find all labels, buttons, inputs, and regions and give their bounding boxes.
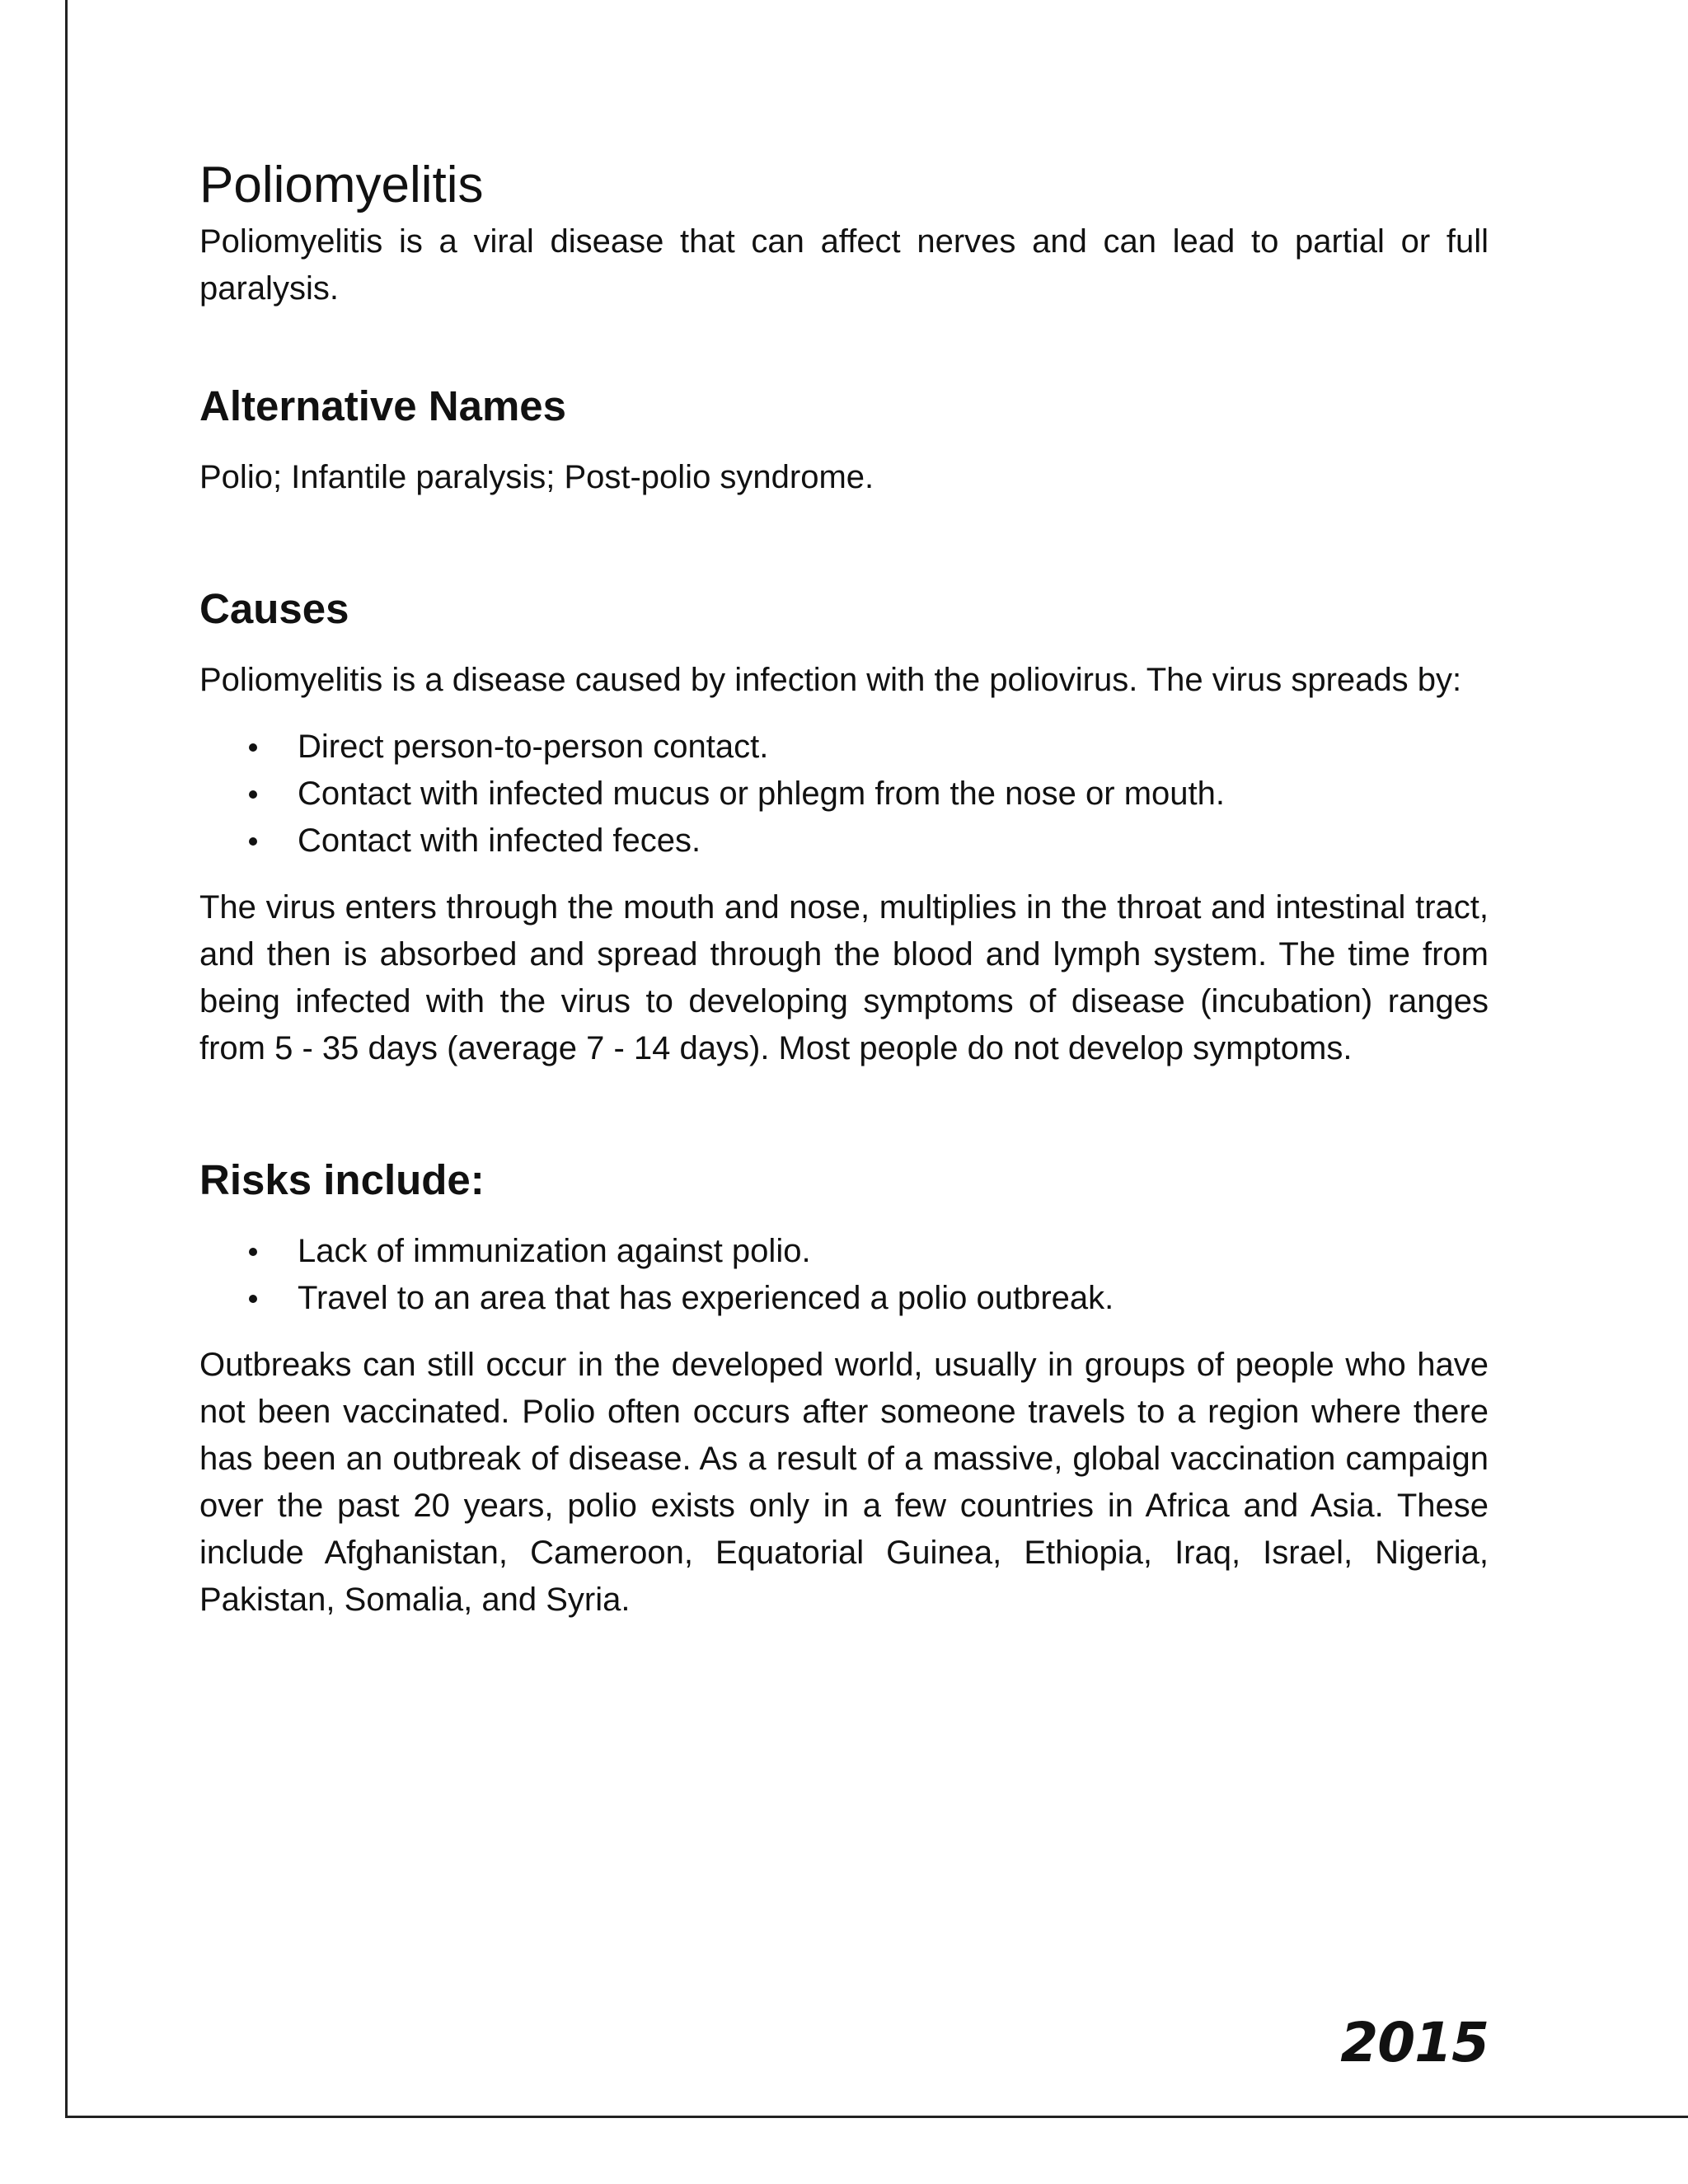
causes-paragraph: Poliomyelitis is a disease caused by infection with the poliovirus. The virus spreads by: (199, 662, 1462, 698)
alternative-names-heading: Alternative Names (199, 382, 567, 429)
list-item (199, 1275, 1489, 1322)
bullet-icon (249, 790, 257, 799)
causes-list (199, 724, 1489, 865)
list-item (199, 724, 1489, 771)
list-item (199, 1228, 1489, 1275)
bullet-icon (249, 743, 257, 752)
bullet-icon (249, 837, 257, 846)
page-border-bottom (65, 2116, 1688, 2118)
bullet-icon (249, 1295, 257, 1303)
page-border-left (65, 0, 68, 2118)
risks-list (199, 1228, 1489, 1322)
list-item-text: Contact with infected mucus or phlegm from the nose or mouth. (298, 776, 1225, 812)
bullet-icon (249, 1248, 257, 1256)
causes-heading: Causes (199, 585, 349, 632)
list-item (199, 771, 1489, 818)
list-item-text: Direct person-to-person contact. (298, 729, 769, 765)
list-item (199, 818, 1489, 865)
page-title: Poliomyelitis (199, 157, 484, 213)
intro-paragraph: Poliomyelitis is a viral disease that can affect nerves and can lead to partial or full paralysis. (199, 223, 1489, 307)
alternative-names-text: Polio; Infantile paralysis; Post-polio syndrome. (199, 459, 874, 495)
risks-heading: Risks include: (199, 1156, 485, 1203)
risks-followup-paragraph: Outbreaks can still occur in the developed world, usually in groups of people who have not been vaccinated. Polio often occurs after someone travels to a region where there has been an outbreak of disease. As a result of a massive, global vaccination campaign over the past 20 years, polio exists only in a few countries in Africa and Asia. These include Afghanistan, Cameroon, Equatorial Guinea, Ethiopia, Iraq, Israel, Nigeria, Pakistan, Somalia, and Syria. (199, 1347, 1489, 1618)
year-footer: 2015 (1340, 2011, 1489, 2074)
list-item-text: Contact with infected feces. (298, 823, 701, 859)
list-item-text: Lack of immunization against polio. (298, 1233, 811, 1269)
causes-followup-paragraph: The virus enters through the mouth and nose, multiplies in the throat and intestinal tract, and then is absorbed and spread through the blood and lymph system. The time from being infected with the virus to developing symptoms of disease (incubation) ranges from 5 - 35 days (average 7 - 14 days). Most people do not develop symptoms. (199, 889, 1489, 1066)
document-body (199, 152, 1489, 1624)
list-item-text: Travel to an area that has experienced a polio outbreak. (298, 1280, 1114, 1316)
